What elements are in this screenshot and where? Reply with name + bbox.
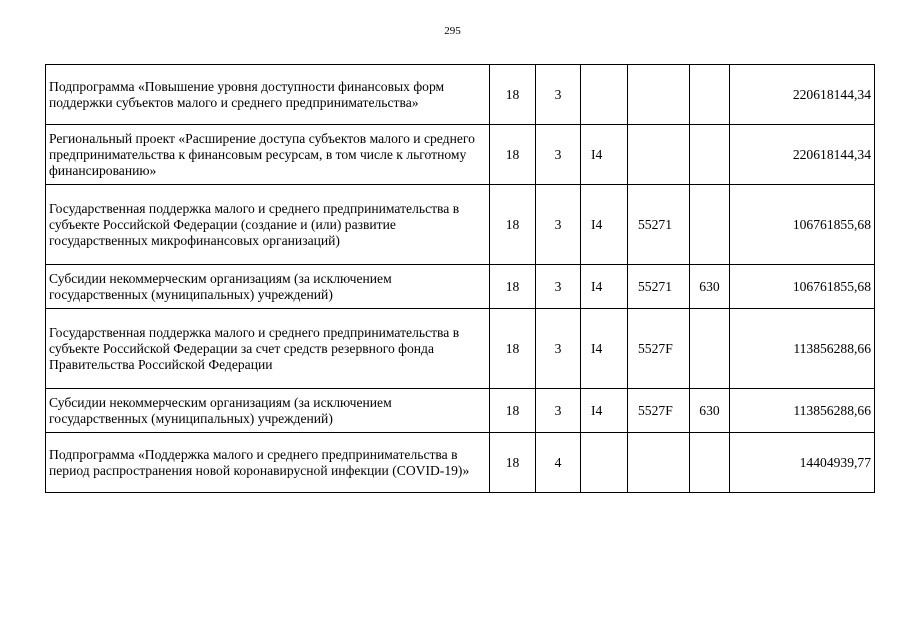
row-name: Субсидии некоммерческим организациям (за исключением государственных (муниципальных) учреждений) (46, 389, 490, 433)
page-number: 295 (444, 25, 461, 37)
row-name: Государственная поддержка малого и среднего предпринимательства в субъекте Российской Федерации (создание и (или) развитие государственных микрофинансовых организаций) (46, 185, 490, 265)
program-code: 3 (536, 309, 581, 389)
amount: 106761855,68 (730, 265, 875, 309)
row-name: Региональный проект «Расширение доступа субъектов малого и среднего предпринимательства к финансовым ресурсам, в том числе к льготному финансированию» (46, 125, 490, 185)
expense-type-code (690, 125, 730, 185)
expense-type-code: 630 (690, 265, 730, 309)
amount: 14404939,77 (730, 433, 875, 493)
row-name: Субсидии некоммерческим организациям (за исключением государственных (муниципальных) учреждений) (46, 265, 490, 309)
expense-type-code (690, 65, 730, 125)
direction-code: 5527F (628, 389, 690, 433)
program-code: 4 (536, 433, 581, 493)
project-code: I4 (581, 309, 628, 389)
project-code: I4 (581, 389, 628, 433)
expense-type-code (690, 309, 730, 389)
project-code (581, 65, 628, 125)
amount: 220618144,34 (730, 65, 875, 125)
row-name: Подпрограмма «Повышение уровня доступности финансовых форм поддержки субъектов малого и среднего предпринимательства» (46, 65, 490, 125)
direction-code: 55271 (628, 265, 690, 309)
table-row (46, 65, 875, 125)
program-code: 3 (536, 389, 581, 433)
program-code: 3 (536, 265, 581, 309)
ministry-code: 18 (490, 433, 536, 493)
program-code: 3 (536, 65, 581, 125)
ministry-code: 18 (490, 185, 536, 265)
amount: 106761855,68 (730, 185, 875, 265)
expense-type-code: 630 (690, 389, 730, 433)
direction-code: 55271 (628, 185, 690, 265)
project-code: I4 (581, 125, 628, 185)
direction-code (628, 65, 690, 125)
program-code: 3 (536, 125, 581, 185)
amount: 220618144,34 (730, 125, 875, 185)
table-row (46, 185, 875, 265)
amount: 113856288,66 (730, 389, 875, 433)
table-row (46, 265, 875, 309)
table-row (46, 125, 875, 185)
amount: 113856288,66 (730, 309, 875, 389)
table-row (46, 309, 875, 389)
table-row (46, 433, 875, 493)
row-name: Подпрограмма «Поддержка малого и среднего предпринимательства в период распространения новой коронавирусной инфекции (COVID-19)» (46, 433, 490, 493)
ministry-code: 18 (490, 65, 536, 125)
program-code: 3 (536, 185, 581, 265)
project-code (581, 433, 628, 493)
ministry-code: 18 (490, 125, 536, 185)
row-name: Государственная поддержка малого и среднего предпринимательства в субъекте Российской Федерации за счет средств резервного фонда Правительства Российской Федерации (46, 309, 490, 389)
table-row (46, 389, 875, 433)
expense-type-code (690, 185, 730, 265)
project-code: I4 (581, 265, 628, 309)
direction-code (628, 433, 690, 493)
direction-code (628, 125, 690, 185)
expense-type-code (690, 433, 730, 493)
ministry-code: 18 (490, 309, 536, 389)
ministry-code: 18 (490, 389, 536, 433)
project-code: I4 (581, 185, 628, 265)
direction-code: 5527F (628, 309, 690, 389)
ministry-code: 18 (490, 265, 536, 309)
budget-table (45, 64, 875, 493)
